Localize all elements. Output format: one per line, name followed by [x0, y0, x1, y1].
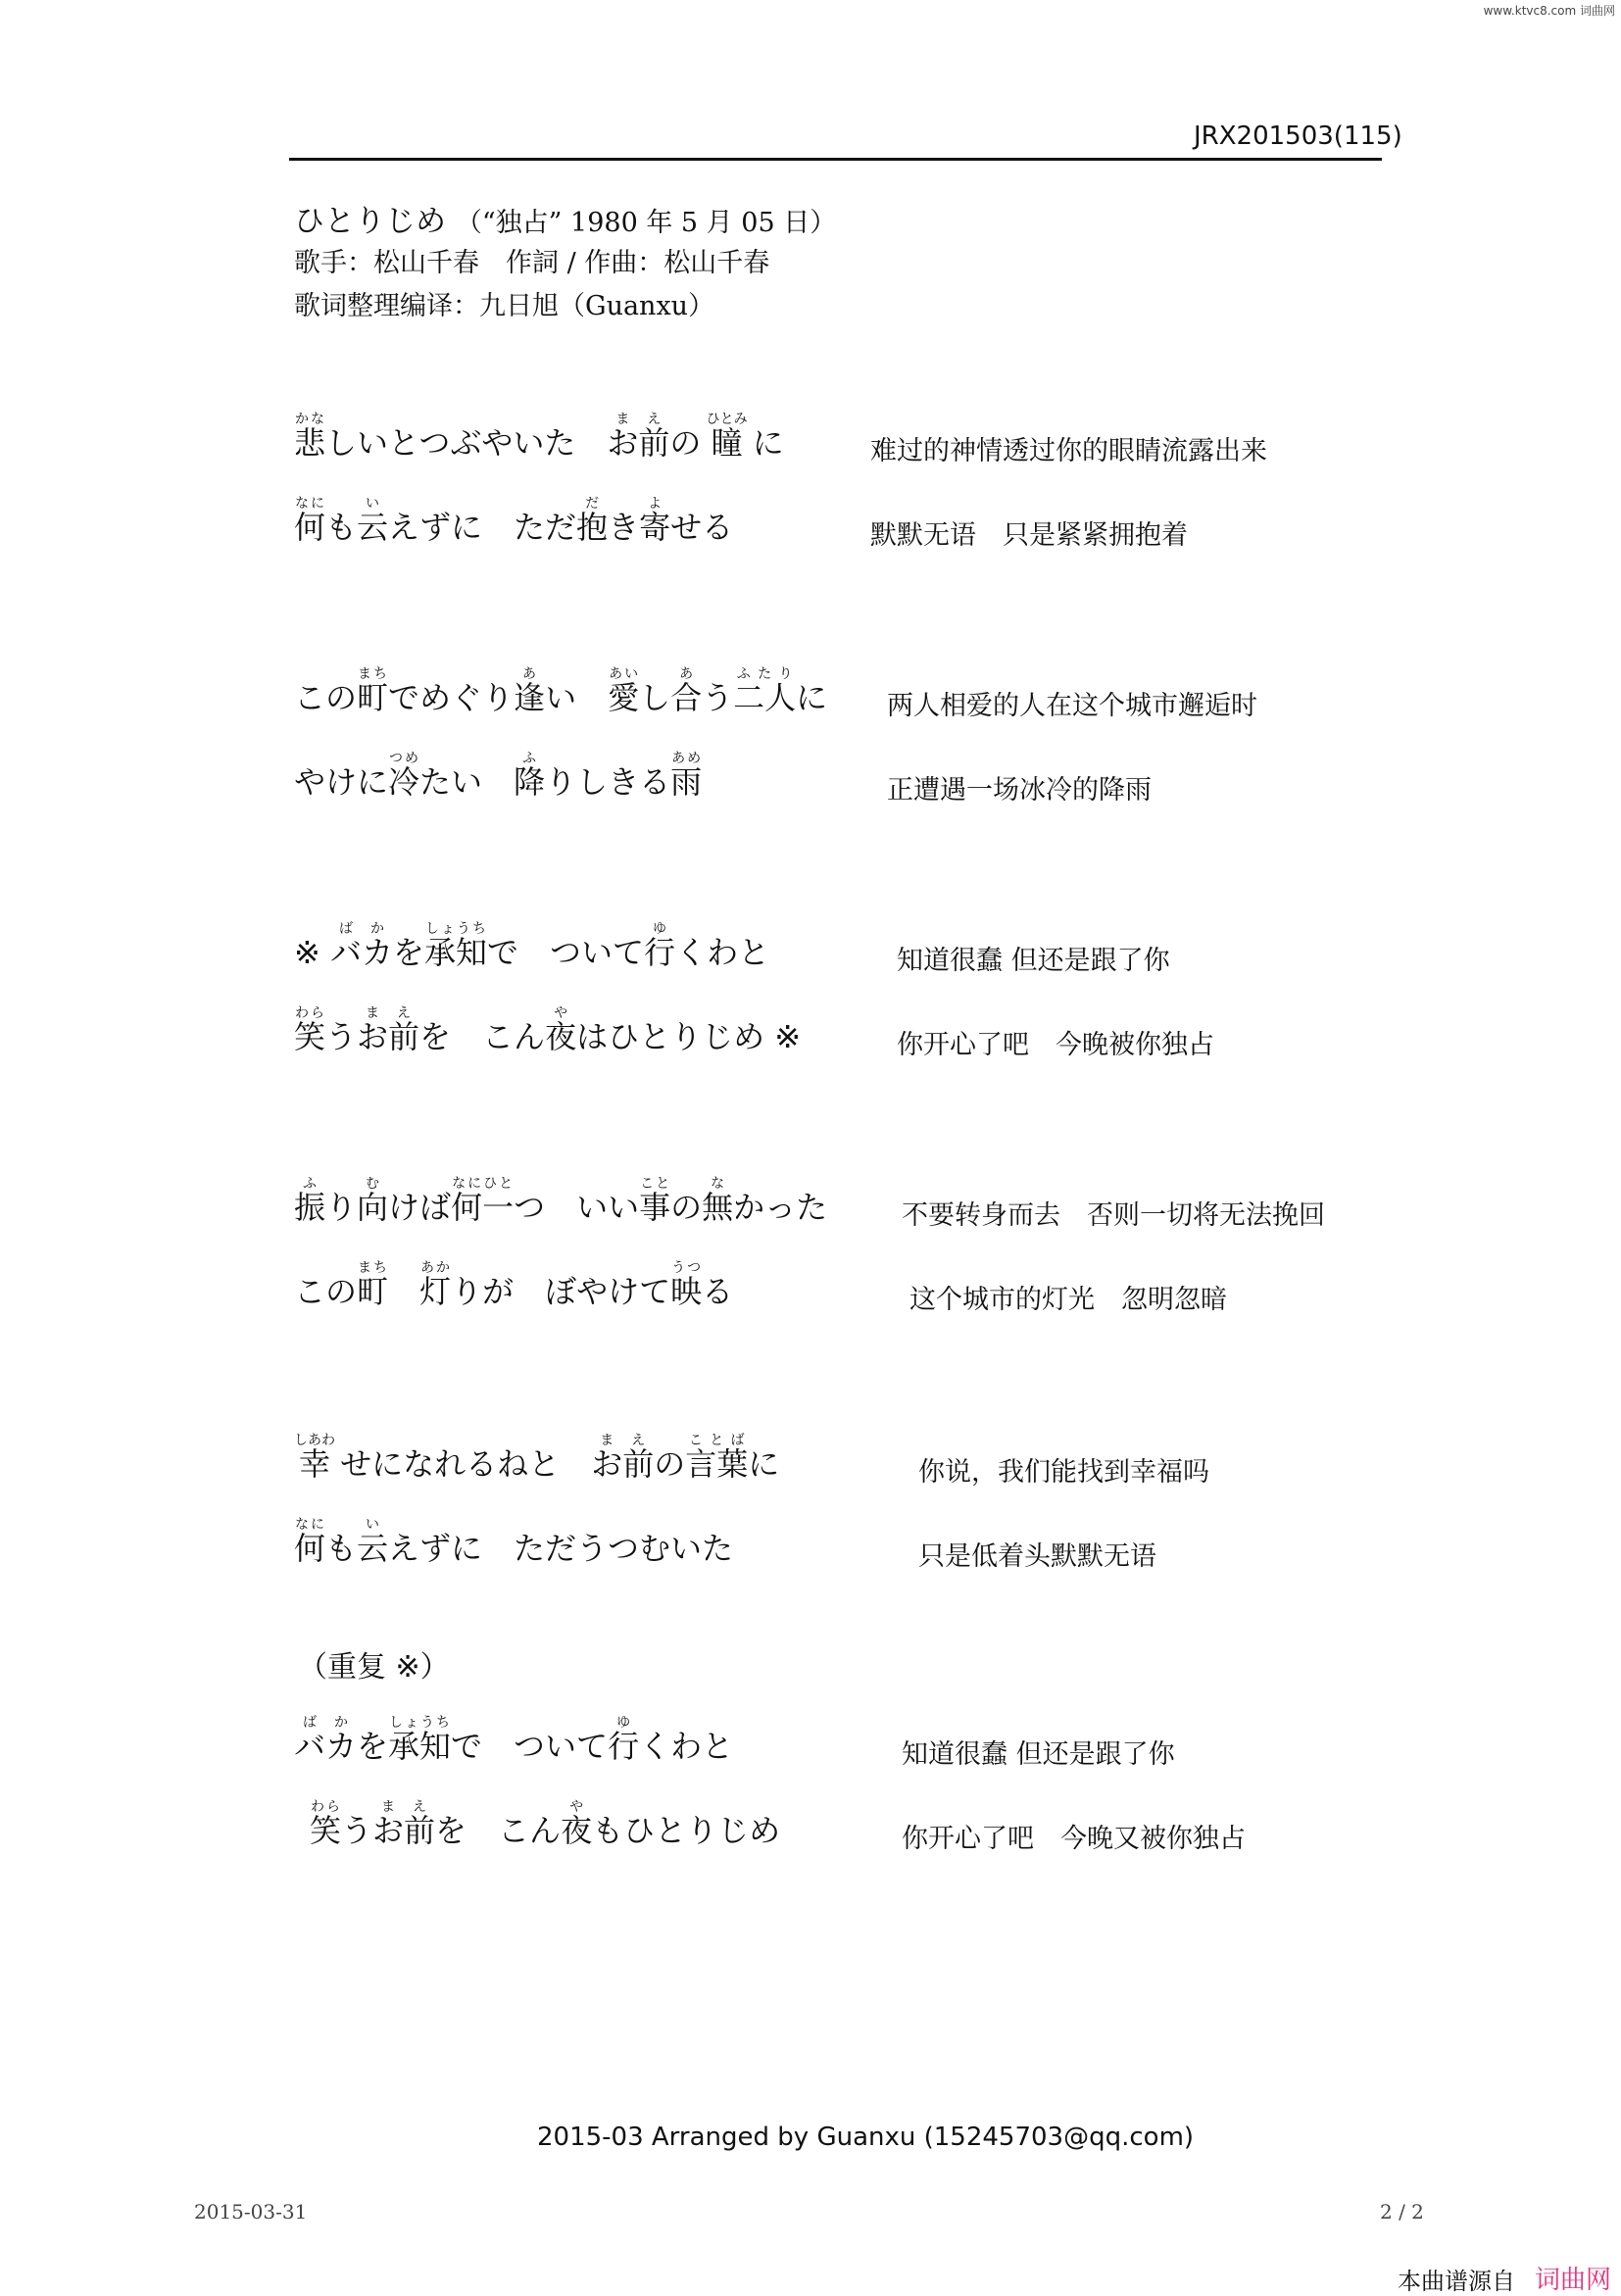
furigana-reading: あ — [514, 666, 546, 682]
song-title: ひとりじめ — [294, 204, 446, 239]
furigana-word: 愛あい — [608, 666, 640, 716]
furigana-word: 町まち — [357, 666, 389, 716]
furigana-reading: わら — [310, 1799, 342, 1815]
furigana-word: 笑わら — [310, 1799, 342, 1849]
translation-line: 不要转身而去 否则一切将无法挽回 — [902, 1200, 1325, 1231]
furigana-word: 承知しょうち — [424, 921, 488, 971]
furigana-reading: しょうち — [424, 921, 488, 937]
furigana-reading: ひとみ — [706, 412, 748, 427]
translation-line: 正遭遇一场冰冷的降雨 — [887, 775, 1152, 806]
furigana-reading: あか — [419, 1260, 452, 1276]
song-title-line — [294, 196, 836, 240]
translation-line: 你开心了吧 今晚又被你独占 — [902, 1824, 1246, 1854]
translation-line: 这个城市的灯光 忽明忽暗 — [909, 1285, 1227, 1315]
lyric-line: 何なにも云いえずに ただ抱だき寄よせる — [294, 496, 734, 546]
lyric-line: 笑わらうお前まえを こん夜やはひとりじめ ※ — [294, 1005, 802, 1055]
furigana-word: 冷つめ — [388, 751, 420, 801]
furigana-reading: ふたり — [733, 666, 797, 682]
furigana-word: 逢あ — [514, 666, 546, 716]
site-url: www.ktvc8.com 词曲网 — [1483, 4, 1615, 18]
furigana-reading: しょうち — [388, 1715, 452, 1731]
translation-line: 知道很蠢 但还是跟了你 — [902, 1739, 1175, 1770]
translation-line: 你说，我们能找到幸福吗 — [918, 1457, 1209, 1488]
furigana-reading: まえ — [591, 1433, 655, 1448]
furigana-reading: あめ — [670, 751, 703, 766]
furigana-word: 夜や — [561, 1799, 593, 1849]
lyric-line: 悲かなしいとつぶやいた お前まえの 瞳ひとみ に — [294, 412, 784, 462]
furigana-word: 行ゆ — [608, 1715, 640, 1765]
lyric-line: やけに冷つめたい 降ふりしきる雨あめ — [294, 751, 703, 801]
furigana-reading: や — [561, 1799, 593, 1815]
song-title-info: （“独占” 1980 年 5 月 05 日） — [455, 208, 837, 238]
furigana-reading: まえ — [357, 1005, 420, 1021]
furigana-word: 云い — [357, 1517, 389, 1567]
lyrics-compiler: 歌词整理编译：九日旭（Guanxu） — [294, 291, 715, 321]
furigana-reading: ふ — [294, 1176, 325, 1192]
furigana-word: 言葉ことば — [685, 1433, 749, 1483]
furigana-reading: なにひと — [451, 1176, 515, 1192]
furigana-reading: や — [545, 1005, 577, 1021]
furigana-word: 笑わら — [294, 1005, 326, 1055]
furigana-word: 町まち — [357, 1260, 389, 1310]
furigana-word: 何一なにひと — [451, 1176, 515, 1226]
furigana-word: 振ふ — [294, 1176, 326, 1226]
translation-line: 只是低着头默默无语 — [918, 1541, 1156, 1572]
furigana-word: 灯あか — [419, 1260, 452, 1310]
furigana-reading: なに — [294, 1517, 326, 1533]
arranged-by: 2015-03 Arranged by Guanxu (15245703@qq.com) — [537, 2123, 1195, 2152]
furigana-word: 寄よ — [639, 496, 671, 546]
furigana-reading: い — [357, 496, 389, 512]
furigana-reading: つめ — [388, 751, 420, 766]
lyric-line: 幸しあわ せになれるねと お前まえの言葉ことばに — [294, 1433, 780, 1483]
furigana-word: お前まえ — [591, 1433, 655, 1483]
furigana-word: 雨あめ — [670, 751, 703, 801]
source-text: 本曲谱源自 — [1398, 2268, 1515, 2295]
furigana-word: 行ゆ — [644, 921, 676, 971]
repeat-label: （重复 ※） — [298, 1650, 450, 1685]
furigana-word: 承知しょうち — [388, 1715, 452, 1765]
furigana-word: 向む — [357, 1176, 389, 1226]
furigana-reading: ゆ — [608, 1715, 640, 1731]
furigana-word: 降ふ — [514, 751, 546, 801]
furigana-reading: な — [702, 1176, 734, 1192]
furigana-reading: い — [357, 1517, 389, 1533]
furigana-word: 合あ — [670, 666, 703, 716]
translation-line: 知道很蠢 但还是跟了你 — [897, 946, 1170, 976]
furigana-word: 事こと — [639, 1176, 671, 1226]
furigana-reading: ばか — [329, 921, 393, 937]
furigana-word: お前まえ — [607, 412, 670, 462]
furigana-word: 瞳ひとみ — [706, 412, 748, 462]
lyric-line: ※ バカばかを承知しょうちで ついて行ゆくわと — [294, 921, 770, 971]
lyric-line: 何なにも云いえずに ただうつむいた — [294, 1517, 734, 1567]
translation-line: 默默无语 只是紧紧拥抱着 — [870, 520, 1188, 551]
furigana-word: 映うつ — [670, 1260, 703, 1310]
furigana-word: バカばか — [294, 1715, 358, 1765]
furigana-word: 幸しあわ — [294, 1433, 335, 1483]
furigana-word: 云い — [357, 496, 389, 546]
lyric-line: 笑わらうお前まえを こん夜やもひとりじめ — [310, 1799, 781, 1849]
furigana-word: 無な — [702, 1176, 734, 1226]
furigana-reading: まち — [357, 666, 389, 682]
lyric-line: バカばかを承知しょうちで ついて行ゆくわと — [294, 1715, 734, 1765]
print-date: 2015-03-31 — [194, 2200, 308, 2223]
furigana-reading: まえ — [372, 1799, 436, 1815]
lyric-line: この町まち 灯あかりが ぼやけて映うつる — [294, 1260, 734, 1310]
furigana-reading: まち — [357, 1260, 389, 1276]
header-rule — [289, 158, 1382, 161]
furigana-word: お前まえ — [372, 1799, 436, 1849]
translation-line: 难过的神情透过你的眼睛流露出来 — [870, 436, 1267, 466]
furigana-reading: うつ — [670, 1260, 703, 1276]
furigana-word: お前まえ — [357, 1005, 420, 1055]
furigana-reading: む — [357, 1176, 389, 1192]
page-number: 2 / 2 — [1380, 2200, 1424, 2223]
furigana-reading: よ — [639, 496, 671, 512]
furigana-reading: しあわ — [294, 1433, 335, 1448]
furigana-reading: ゆ — [644, 921, 676, 937]
translation-line: 两人相爱的人在这个城市邂逅时 — [887, 691, 1257, 721]
furigana-reading: だ — [576, 496, 609, 512]
document-code: JRX201503(115) — [1194, 122, 1402, 151]
furigana-word: 悲かな — [294, 412, 326, 462]
furigana-reading: こと — [639, 1176, 671, 1192]
furigana-reading: ことば — [685, 1433, 749, 1448]
translation-line: 你开心了吧 今晚被你独占 — [897, 1030, 1214, 1060]
furigana-reading: なに — [294, 496, 326, 512]
furigana-word: 抱だ — [576, 496, 609, 546]
lyric-line: 振ふり向むけば何一なにひとつ いい事ことの無なかった — [294, 1176, 828, 1226]
song-credits: 歌手：松山千春 作詞 / 作曲：松山千春 — [294, 248, 770, 278]
furigana-word: 二人ふたり — [733, 666, 797, 716]
source-brand[interactable]: 词曲网 — [1535, 2266, 1612, 2295]
furigana-reading: ばか — [294, 1715, 358, 1731]
furigana-reading: かな — [294, 412, 326, 427]
furigana-word: 何なに — [294, 496, 326, 546]
furigana-word: 夜や — [545, 1005, 577, 1055]
furigana-reading: あい — [608, 666, 640, 682]
furigana-word: バカばか — [329, 921, 393, 971]
furigana-word: 何なに — [294, 1517, 326, 1567]
furigana-reading: あ — [670, 666, 703, 682]
furigana-reading: ふ — [514, 751, 546, 766]
furigana-reading: わら — [294, 1005, 326, 1021]
lyric-line: この町まちでめぐり逢あい 愛あいし合あう二人ふたりに — [294, 666, 828, 716]
furigana-reading: まえ — [607, 412, 670, 427]
